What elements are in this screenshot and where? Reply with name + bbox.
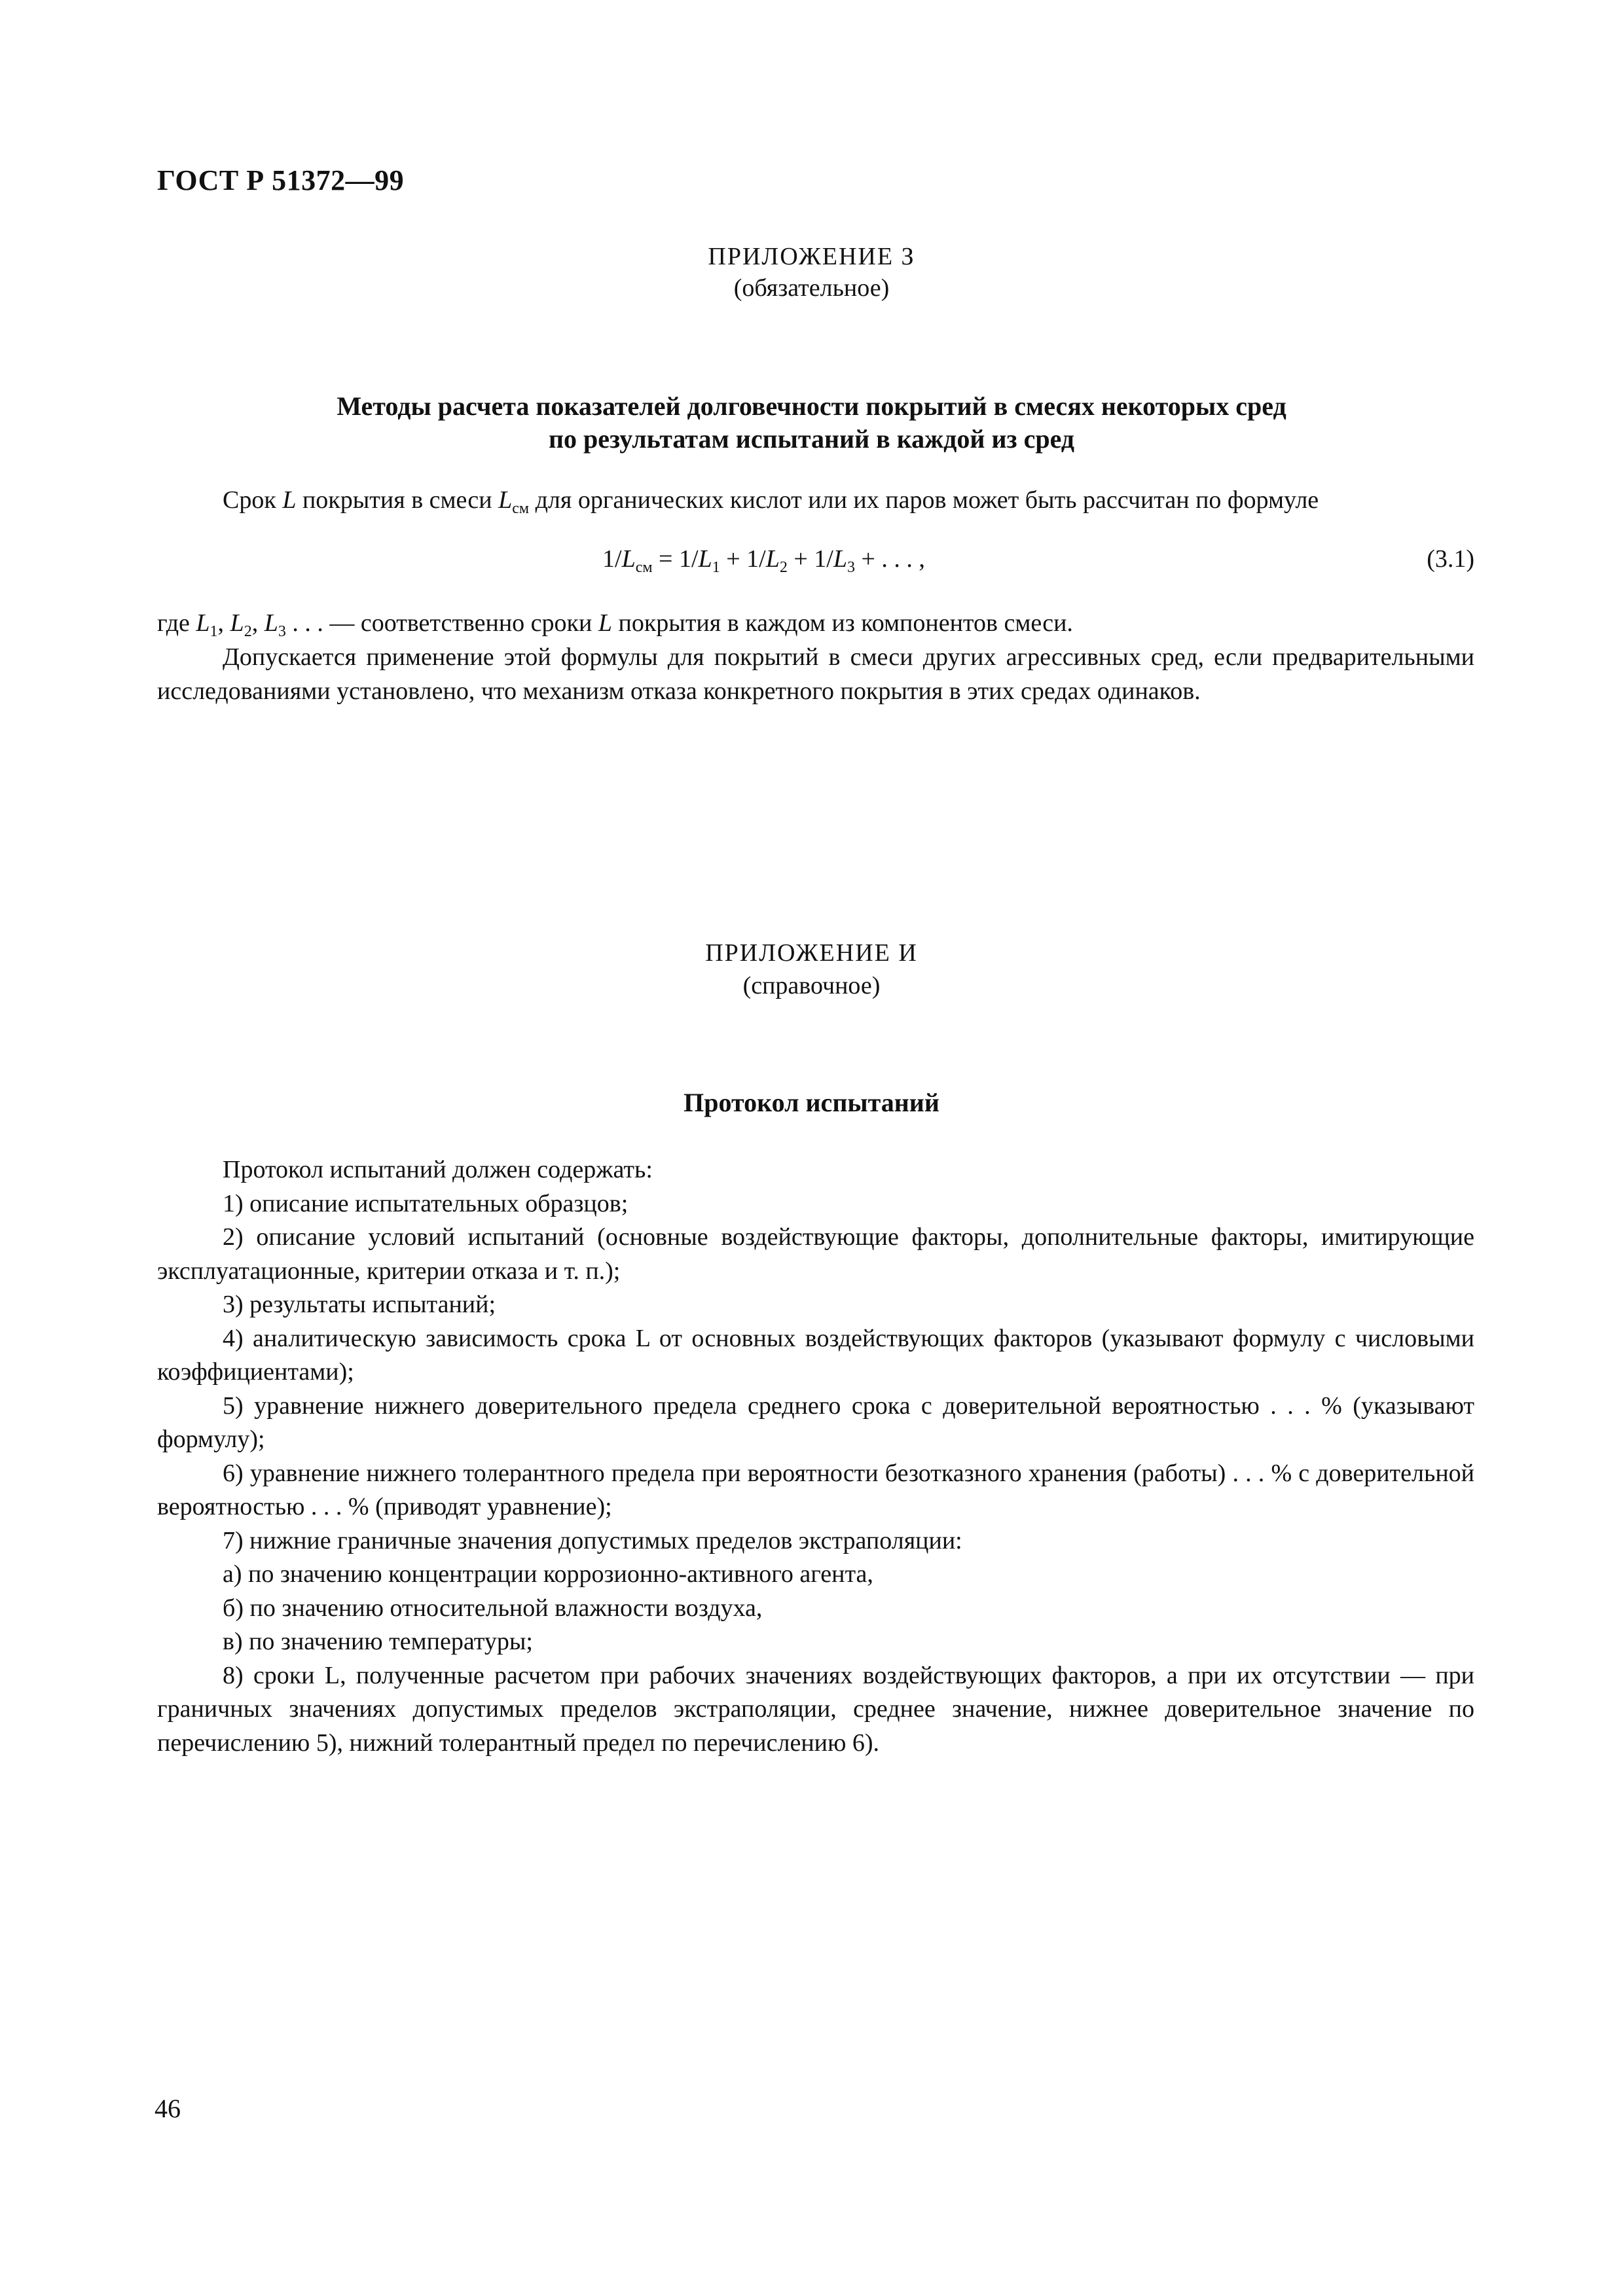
formula-symbol: L (698, 545, 712, 573)
intro-symbol-Lsm: L (498, 486, 513, 514)
formula-part: = 1/ (652, 545, 699, 573)
list-item: 1) описание испытательных образцов; (223, 1189, 629, 1217)
annex-i-heading: Протокол испытаний (684, 1088, 939, 1117)
list-item: 4) аналитическую зависимость срока L от основных воздействующих факторов (указывают формулу с числовыми коэффициентами); (157, 1324, 1474, 1386)
formula-subscript: 3 (847, 559, 855, 576)
list-item: 8) сроки L, полученные расчетом при рабочих значениях воздействующих факторов, а при их отсутствии — при граничных значениях допустимых пределов экстраполяции, среднее значение, нижнее доверительное значение по перечислению 5), нижний толерантный предел по перечислению 6). (157, 1661, 1474, 1757)
annex-z-where: где $L_1$, $L_2$, $L_3$ . . . — соответственно сроки L покрытия в каждом из компонентов смеси. (157, 609, 1073, 640)
where-subscript: 3 (278, 623, 286, 640)
list-item: 5) уравнение нижнего доверительного предела среднего срока с доверительной вероятностью . . . % (указывают формулу); (157, 1391, 1474, 1453)
formula-subscript: 1 (712, 559, 720, 576)
where-prefix: где (157, 609, 196, 637)
intro-symbol-L: L (282, 486, 297, 514)
list-item: 2) описание условий испытаний (основные воздействующие факторы, дополнительные факторы, имитирующие эксплуатационные, критерии отказа и т. п.); (157, 1223, 1474, 1285)
where-end: покрытия в каждом из компонентов смеси. (612, 609, 1073, 637)
annex-z-heading-line-2: по результатам испытаний в каждой из сред (548, 424, 1075, 454)
annex-z-allowance: Допускается применение этой формулы для покрытий в смеси других агрессивных сред, если предварительными исследованиями установлено, что механизм отказа конкретного покрытия в этих средах одинаков. (157, 643, 1474, 705)
list-item: б) по значению относительной влажности воздуха, (223, 1594, 763, 1622)
where-symbol: L (196, 609, 210, 637)
list-item: а) по значению концентрации коррозионно-активного агента, (223, 1560, 873, 1588)
intro-text-start: Срок (223, 486, 283, 514)
formula-part: + 1/ (787, 545, 833, 573)
where-text: . . . — соответственно сроки (285, 609, 598, 637)
annex-z-title: ПРИЛОЖЕНИЕ З (708, 243, 915, 270)
annex-z-intro (157, 483, 1474, 526)
annex-i-title: ПРИЛОЖЕНИЕ И (705, 939, 918, 967)
list-item: 3) результаты испытаний; (223, 1291, 496, 1318)
formula-part: + 1/ (720, 545, 766, 573)
intro-subscript-sm: см (512, 500, 530, 517)
annex-i-status: (справочное) (742, 972, 881, 999)
annex-z-status: (обязательное) (733, 274, 890, 302)
protocol-intro: Протокол испытаний должен содержать: (223, 1156, 653, 1183)
protocol-list (157, 1153, 1474, 1760)
formula-number: (3.1) (1427, 545, 1474, 573)
where-symbol: L (230, 609, 244, 637)
intro-text-middle: покрытия в смеси (296, 486, 499, 514)
list-item: 6) уравнение нижнего толерантного предела при вероятности безотказного хранения (работы) . . . % с доверительной вероятностью . . . % (приводят уравнение); (157, 1459, 1474, 1520)
formula-part: 1/ (602, 545, 622, 573)
annex-z-heading (0, 390, 1623, 456)
formula-symbol: L (765, 545, 780, 573)
where-subscript: 2 (244, 623, 252, 640)
intro-text-end: для органических кислот или их паров может быть рассчитан по формуле (529, 486, 1319, 514)
formula-subscript: 2 (779, 559, 788, 576)
formula-part: + . . . , (854, 545, 925, 573)
page-number: 46 (155, 2094, 181, 2123)
formula-symbol: L (621, 545, 636, 573)
where-symbol: L (264, 609, 278, 637)
formula-3-1 (157, 545, 1474, 577)
formula-symbol: L (833, 545, 847, 573)
where-subscript: 1 (210, 623, 218, 640)
where-symbol-L: L (598, 609, 612, 637)
annex-z-heading-line-1: Методы расчета показателей долговечности покрытий в смесях некоторых сред (337, 391, 1286, 421)
formula-expression (602, 545, 925, 577)
standard-designation: ГОСТ Р 51372—99 (157, 164, 405, 196)
list-item: в) по значению температуры; (223, 1628, 533, 1655)
list-item: 7) нижние граничные значения допустимых пределов экстраполяции: (223, 1526, 962, 1554)
formula-subscript: см (635, 559, 653, 576)
